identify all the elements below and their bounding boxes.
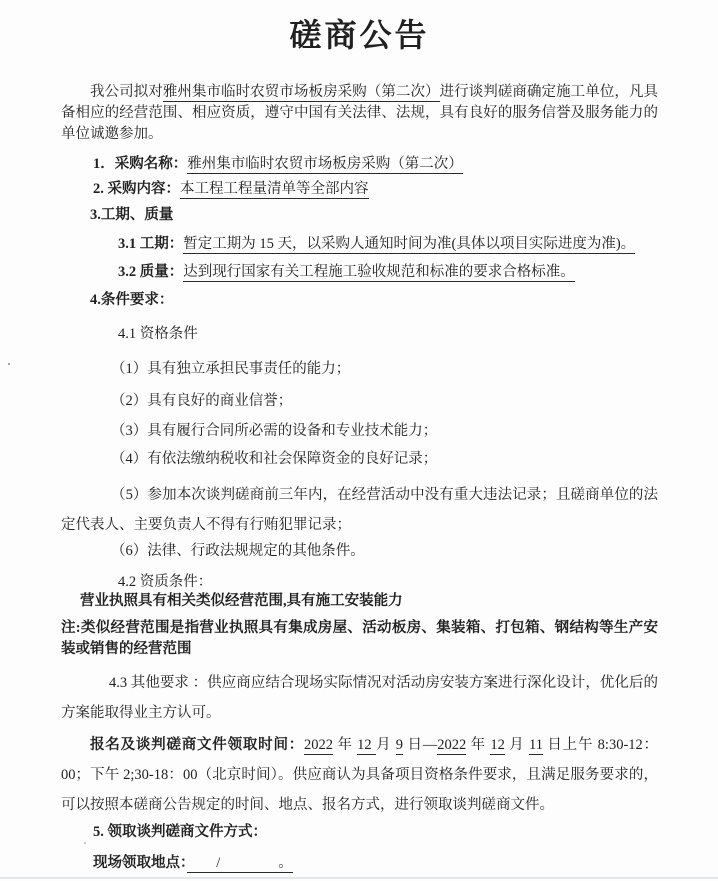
section-5-heading: 5. 领取谈判磋商文件方式： [93, 824, 267, 840]
qualification-item-6: （6）法律、行政法规规定的其他条件。 [111, 543, 365, 559]
section-3-heading: 3.工期、质量 [90, 207, 174, 223]
purchase-content-value: 本工程工程量清单等全部内容 [180, 181, 369, 197]
quality-label: 3.2 质量： [118, 264, 184, 280]
intro-project-name-underlined: 雅州集市临时农贸市场板房采购（第二次） [162, 84, 440, 100]
registration-time-label: 报名及谈判磋商文件领取时间： [90, 737, 305, 753]
section-3-1-line [61, 235, 658, 254]
section-4-1-heading: 4.1 资格条件 [118, 326, 198, 342]
document-title: 磋商公告 [289, 17, 430, 53]
section-4-2-heading: 4.2 资质条件： [118, 574, 213, 590]
duration-value: 暂定工期为 15 天，以采购人通知时间为准(具体以项目实际进度为准)。 [183, 236, 636, 252]
reg-month-1: 12 [357, 737, 377, 753]
section-4-2-value: 营业执照具有相关类似经营范围,具有施工安装能力 [80, 593, 403, 609]
qualification-item-1: （1）具有独立承担民事责任的能力； [111, 361, 351, 377]
purchase-name-line [61, 155, 658, 174]
reg-sep-3: 日— [403, 737, 438, 753]
duration-label: 3.1 工期： [118, 236, 184, 252]
reg-sep-1: 年 [333, 737, 358, 753]
section-4-3-paragraph: 4.3 其他要求 ：供应商应结合现场实际情况对活动房安装方案进行深化设计，优化后的方案能取得业主方认可。 [61, 675, 658, 721]
purchase-content-label: 2. 采购内容： [93, 181, 180, 197]
pickup-location-label: 现场领取地点： [93, 855, 188, 871]
reg-month-2: 12 [490, 737, 505, 753]
pickup-location-blank: / 。 [187, 855, 293, 871]
reg-day-1: 9 [395, 737, 404, 753]
scan-artifact-dot [8, 363, 10, 365]
section-4-heading: 4.条件要求： [90, 292, 174, 308]
quality-value: 达到现行国家有关工程施工验收规范和标准的要求合格标准。 [183, 264, 575, 280]
intro-text-post: 进行谈判磋商确定施工单位，凡具备相应的经营范围、相应资质，遵守中国有关法律、法规，具有良好的服务信誉及服务能力的单位诚邀参加。 [61, 84, 659, 142]
purchase-content-line [61, 180, 658, 199]
section-4-2-note: 注:类似经营范围是指营业执照具有集成房屋、活动板房、集装箱、打包箱、钢结构等生产安装或销售的经营范围 [61, 620, 658, 657]
qualification-item-3: （3）具有履行合同所必需的设备和专业技术能力； [111, 423, 438, 439]
reg-sep-2: 月 [376, 737, 396, 753]
reg-year-2: 2022 [437, 737, 467, 753]
scan-artifact-dot [84, 842, 86, 844]
qualification-item-2: （2）具有良好的商业信誉； [111, 393, 293, 409]
pickup-location-line [61, 854, 658, 873]
section-3-2-line [61, 263, 658, 282]
registration-time-paragraph [61, 730, 658, 820]
reg-year-1: 2022 [304, 737, 334, 753]
purchase-name-value: 雅州集市临时农贸市场板房采购（第二次） [187, 156, 463, 172]
reg-day-2: 11 [529, 737, 543, 753]
registration-time-tail: 日上午 8:30-12：00；下午 2;30-18：00（北京时间）。供应商认为具备项目资格条件要求，且满足服务要求的，可以按照本磋商公告规定的时间、地点、报名方式，进行领取谈判磋商文件。 [61, 737, 659, 813]
intro-text-pre: 我公司拟对 [90, 84, 163, 100]
qualification-item-5: （5）参加本次谈判磋商前三年内，在经营活动中没有重大违法记录；且磋商单位的法定代表人、主要负责人不得有行贿犯罪记录； [61, 487, 658, 533]
purchase-name-label: 1．采购名称： [93, 156, 188, 172]
reg-sep-4: 年 [466, 737, 491, 753]
intro-paragraph [61, 82, 658, 145]
reg-sep-5: 月 [504, 737, 529, 753]
qualification-item-4: （4）有依法缴纳税收和社会保障资金的良好记录； [111, 451, 438, 467]
